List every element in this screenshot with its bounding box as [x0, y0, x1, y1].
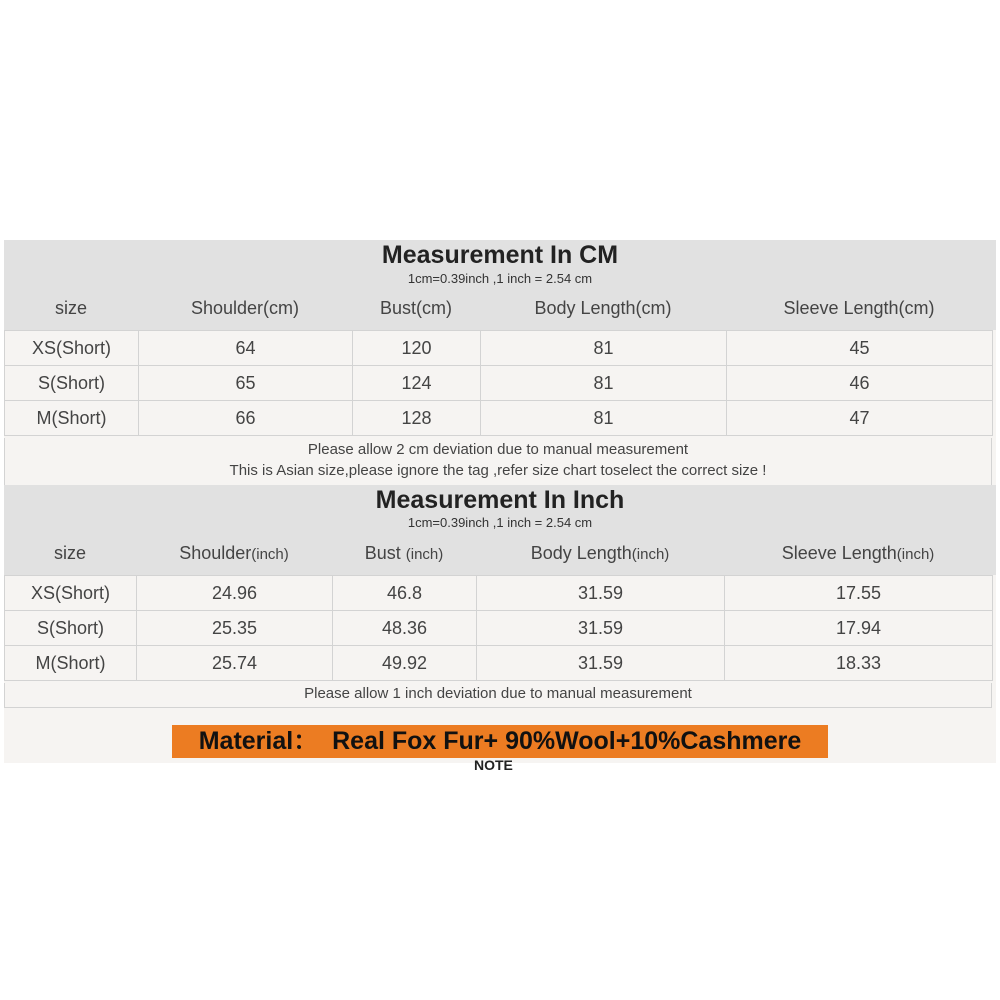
table-row [5, 401, 993, 436]
table-cell: S(Short) [5, 366, 139, 401]
table-cell: 81 [481, 401, 727, 436]
cut-off-text: NOTE [474, 757, 513, 773]
table-cell: XS(Short) [5, 331, 139, 366]
table-cell: 31.59 [477, 576, 725, 611]
material-label: Material： [198, 727, 319, 755]
table-cell: 81 [481, 331, 727, 366]
table-cell: M(Short) [5, 401, 139, 436]
table-cell: 81 [481, 366, 727, 401]
table-cell: 120 [353, 331, 481, 366]
table-row [5, 331, 993, 366]
cm-header-shoulder: Shoulder(cm) [190, 298, 300, 318]
asian-size-note: This is Asian size,please ignore the tag ,refer size chart toselect the correct size ! [229, 462, 767, 479]
size-chart [4, 240, 996, 773]
table-cell: M(Short) [5, 646, 137, 681]
inch-header-shoulder: Shoulder(inch) [179, 543, 289, 563]
table-cell: 31.59 [477, 646, 725, 681]
table-row [5, 611, 993, 646]
table-cell: 18.33 [725, 646, 993, 681]
cm-table-title: Measurement In CM [381, 241, 619, 269]
cm-conversion-note: 1cm=0.39inch ,1 inch = 2.54 cm [407, 271, 593, 286]
cm-header-bust: Bust(cm) [380, 298, 452, 318]
table-cell: 31.59 [477, 611, 725, 646]
material-value: Real Fox Fur+ 90%Wool+10%Cashmere [332, 727, 802, 755]
inch-size-table [4, 575, 993, 681]
table-cell: 128 [353, 401, 481, 436]
table-cell: 64 [139, 331, 353, 366]
inch-header-size: size [53, 543, 86, 563]
inch-header-sleeve-length: Sleeve Length(inch) [781, 543, 935, 563]
inch-header-body-length: Body Length(inch) [530, 543, 670, 563]
cm-notes [4, 438, 992, 486]
table-row [5, 576, 993, 611]
table-cell: 17.94 [725, 611, 993, 646]
table-cell: 25.35 [137, 611, 333, 646]
table-cell: 47 [727, 401, 993, 436]
table-cell: 48.36 [333, 611, 477, 646]
table-cell: 17.55 [725, 576, 993, 611]
inch-notes [4, 683, 992, 708]
cm-header-size: size [54, 298, 87, 318]
deviation-note: Please allow 2 cm deviation due to manual measurement [307, 441, 689, 458]
inch-conversion-note: 1cm=0.39inch ,1 inch = 2.54 cm [407, 515, 593, 530]
table-cell: 46 [727, 366, 993, 401]
material-banner [172, 725, 828, 758]
cm-header-body-length: Body Length(cm) [534, 298, 672, 318]
table-cell: S(Short) [5, 611, 137, 646]
inch-table-title: Measurement In Inch [375, 486, 625, 514]
table-row [5, 366, 993, 401]
table-cell: 66 [139, 401, 353, 436]
table-cell: 25.74 [137, 646, 333, 681]
table-cell: XS(Short) [5, 576, 137, 611]
deviation-note: Please allow 1 inch deviation due to manual measurement [304, 685, 692, 702]
table-cell: 45 [727, 331, 993, 366]
table-cell: 49.92 [333, 646, 477, 681]
cm-size-table [4, 330, 993, 436]
table-cell: 65 [139, 366, 353, 401]
table-row [5, 646, 993, 681]
table-cell: 24.96 [137, 576, 333, 611]
cm-header-sleeve-length: Sleeve Length(cm) [783, 298, 935, 318]
inch-header-bust: Bust (inch) [364, 543, 444, 563]
table-cell: 46.8 [333, 576, 477, 611]
table-cell: 124 [353, 366, 481, 401]
